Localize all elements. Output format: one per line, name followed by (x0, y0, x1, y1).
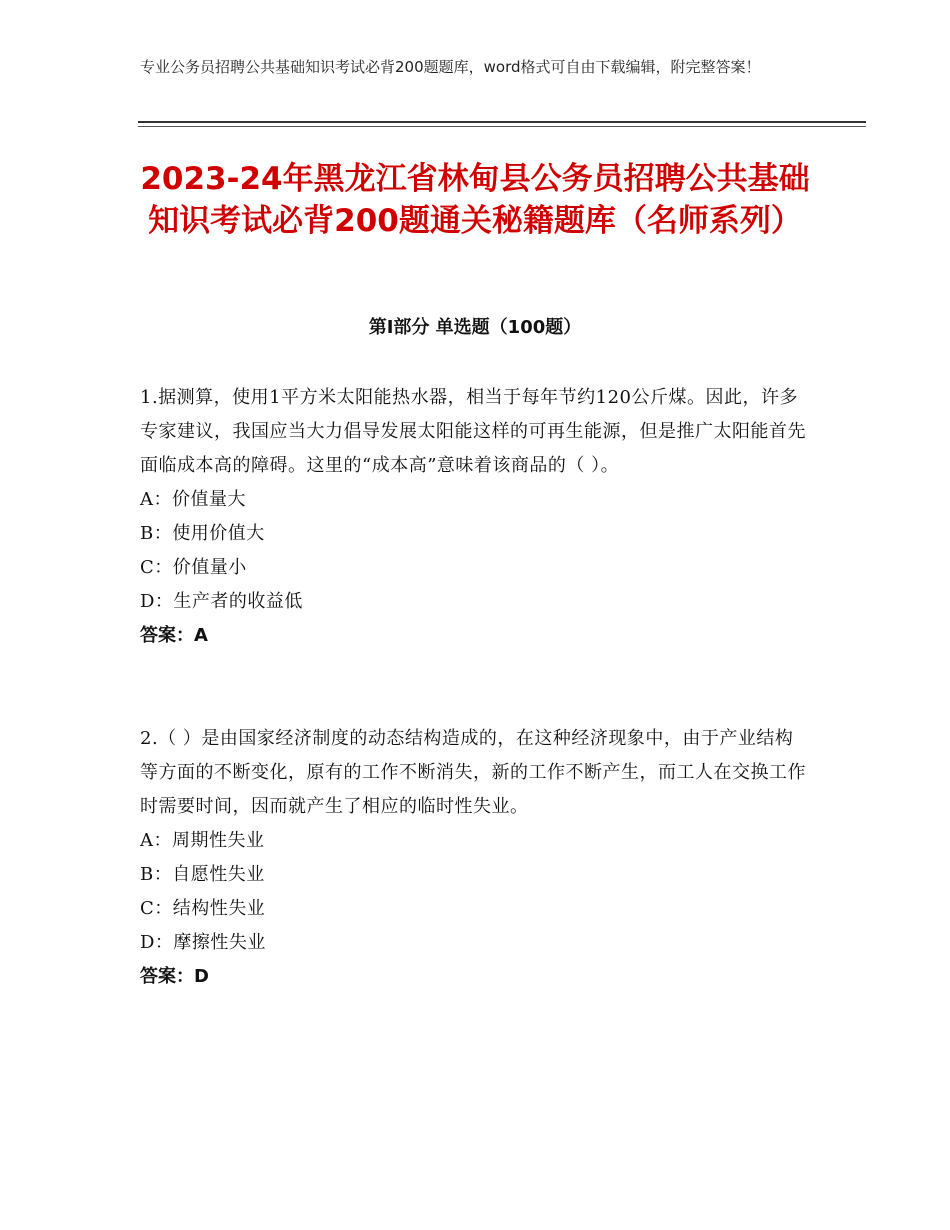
option-d: D：摩擦性失业 (140, 932, 266, 953)
option-c: C：结构性失业 (140, 898, 266, 919)
header-divider-thick (138, 121, 866, 123)
option-d: D：生产者的收益低 (140, 591, 303, 612)
question-stem: 2.（ ）是由国家经济制度的动态结构造成的，在这种经济现象中，由于产业结构等方面的不断变化，原有的工作不断消失，新的工作不断产生，而工人在交换工作时需要时间，因而就产生了相应的临时性失业。 (140, 728, 806, 817)
answer-label: 答案：A (140, 625, 208, 646)
document-title: 2023-24年黑龙江省林甸县公务员招聘公共基础知识考试必背200题通关秘籍题库（名师系列） (140, 161, 810, 239)
section-heading: 第Ⅰ部分 单选题（100题） (368, 317, 582, 338)
question-1 (140, 381, 810, 653)
option-c: C：价值量小 (140, 557, 247, 578)
header-divider-thin (138, 126, 866, 127)
option-b: B：自愿性失业 (140, 864, 265, 885)
option-b: B：使用价值大 (140, 523, 265, 544)
answer-label: 答案：D (140, 966, 209, 987)
header-note: 专业公务员招聘公共基础知识考试必背200题题库，word格式可自由下载编辑，附完整答案！ (140, 58, 761, 76)
option-a: A：价值量大 (140, 489, 246, 510)
option-a: A：周期性失业 (140, 830, 265, 851)
question-stem: 1.据测算，使用1平方米太阳能热水器，相当于每年节约120公斤煤。因此，许多专家建议，我国应当大力倡导发展太阳能这样的可再生能源，但是推广太阳能首先面临成本高的障碍。这里的“成本高”意味着该商品的（ ）。 (140, 387, 806, 476)
question-2 (140, 722, 810, 994)
